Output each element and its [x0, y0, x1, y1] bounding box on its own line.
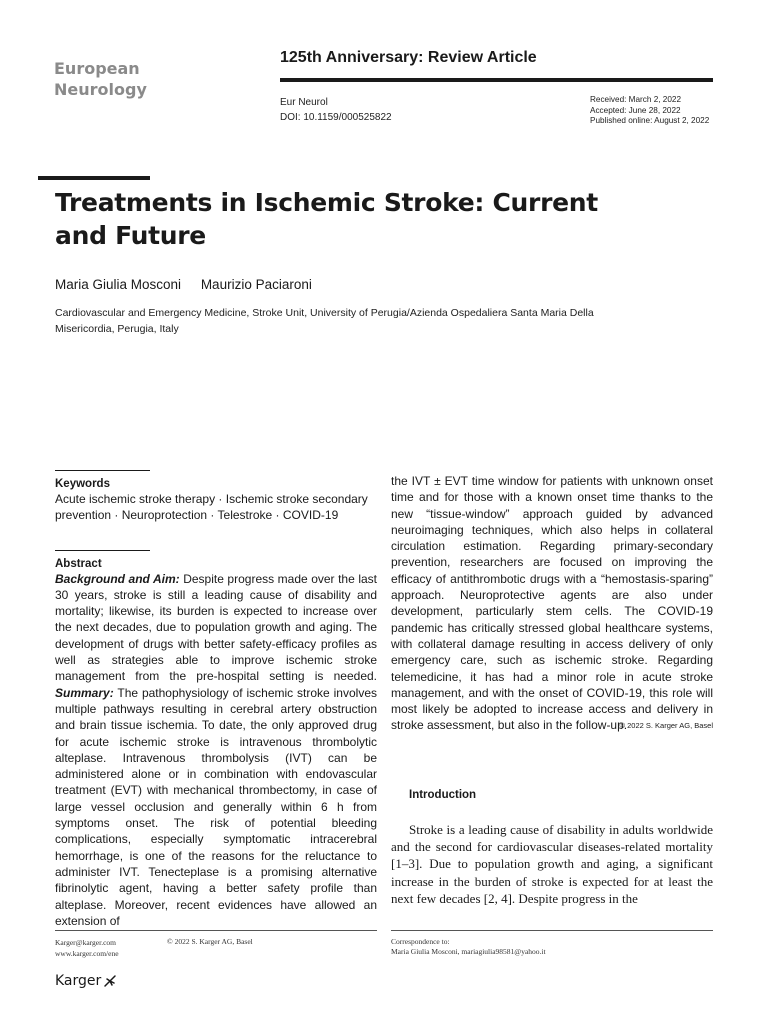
keywords-rule	[55, 470, 150, 471]
keywords-list: Acute ischemic stroke therapy · Ischemic stroke secondary prevention · Neuroprotection · Telestroke · COVID-19	[55, 492, 368, 523]
abstract-heading: Abstract	[55, 557, 102, 570]
footer-correspondence	[391, 937, 546, 957]
background-label: Background and Aim:	[55, 571, 180, 586]
article-type: 125th Anniversary: Review Article	[280, 49, 537, 66]
correspondence-details: Maria Giulia Mosconi, mariagiulia98581@yahoo.it	[391, 947, 546, 956]
received-date: Received: March 2, 2022	[590, 95, 682, 104]
footer-website-link[interactable]: www.karger.com/ene	[55, 949, 119, 958]
footer-rule-left	[55, 930, 377, 931]
published-date: Published online: August 2, 2022	[590, 116, 710, 125]
introduction-heading: Introduction	[409, 789, 477, 801]
publisher-name: Karger	[55, 973, 102, 989]
footer-email-link[interactable]: Karger@karger.com	[55, 938, 116, 947]
correspondence-label: Correspondence to:	[391, 937, 450, 946]
summary-text: The pathophysiology of ischemic stroke involves multiple pathways resulting in cerebral artery obstruction and brain tissue ischemia. To date, the only approved drug for acute ischemic stroke is intravenous thrombolytic alteplase. Intravenous thrombolysis (IVT) can be administered alone or in combination with endovascular treatment (EVT) with mechanical thrombectomy, in case of large vessel occlusion and generally within 6 h from symptoms onset. The risk of potential bleeding complications, especially symptomatic intracerebral hemorrhage, is one of the reasons for the reluctance to administer IVT. Tenecteplase is a promising alternative fibrinolytic agent, having a better safety profile than alteplase. Moreover, recent evidences have allowed an extension of	[55, 685, 377, 928]
doi-link[interactable]: DOI: 10.1159/000525822	[280, 112, 392, 123]
article-dates	[590, 95, 709, 127]
left-column	[55, 470, 377, 929]
abstract-continued: the IVT ± EVT time window for patients with unknown onset time and for those with a known onset time thanks to the new “tissue-window” approach guided by advanced neuroimaging techniques, which also helps in collateral circulation estimation. Regarding primary-secondary prevention, researchers are focused on improving the efficacy of antithrombotic drugs with a “hemostasis-sparing” approach. Neuroprotective agents are also under development, particularly stem cells. The COVID-19 pandemic has critically stressed global healthcare systems, with collateral damage resulting in access delivery of only emergency care, such as ischemic stroke. Regarding telemedicine, it has had a minor role in acute stroke management, and with the onset of COVID-19, this role will most likely be adopted to increase access and delivery in stroke assessment, but also in the follow-up.	[391, 474, 713, 733]
keywords-heading: Keywords	[55, 478, 110, 490]
summary-label: Summary:	[55, 685, 114, 700]
karger-mark-icon	[103, 974, 117, 988]
abstract-rule	[55, 550, 150, 551]
journal-citation	[280, 95, 392, 125]
abstract-copyright: © 2022 S. Karger AG, Basel	[619, 720, 713, 730]
header-rule	[280, 78, 713, 82]
right-column	[391, 473, 713, 733]
abstract-body	[55, 571, 377, 930]
introduction-body: Stroke is a leading cause of disability in adults worldwide and the second for cardiovascular diseases-related mortality [1–3]. Due to population growth and aging, a significant increase in the burden of stroke is expected for at least the next few decades [2, 4]. Despite progress in the	[391, 822, 713, 906]
footer-copyright: © 2022 S. Karger AG, Basel	[167, 937, 253, 946]
journal-short-name: Eur Neurol	[280, 97, 328, 108]
journal-name: European Neurology	[54, 59, 147, 99]
footer-rule-right	[391, 930, 713, 931]
article-title: Treatments in Ischemic Stroke: Current and Future	[55, 188, 598, 250]
author-list	[55, 277, 328, 292]
title-rule	[38, 176, 150, 180]
publisher-logo	[55, 973, 117, 989]
author-affiliation: Cardiovascular and Emergency Medicine, Stroke Unit, University of Perugia/Azienda Ospedaliera Santa Maria Della Misericordia, Perugia, Italy	[55, 307, 594, 335]
author-name[interactable]: Maurizio Paciaroni	[200, 277, 312, 292]
author-name[interactable]: Maria Giulia Mosconi	[55, 277, 182, 292]
footer-contact	[55, 937, 119, 959]
background-text: Despite progress made over the last 30 years, stroke is still a leading cause of disability and mortality; likewise, its burden is expected to increase over the next decades, due to population growth and aging. The development of drugs with better safety-efficacy profiles as well as strategies able to improve ischemic stroke management from the pre-hospital setting is needed.	[55, 571, 377, 684]
accepted-date: Accepted: June 28, 2022	[590, 105, 681, 115]
